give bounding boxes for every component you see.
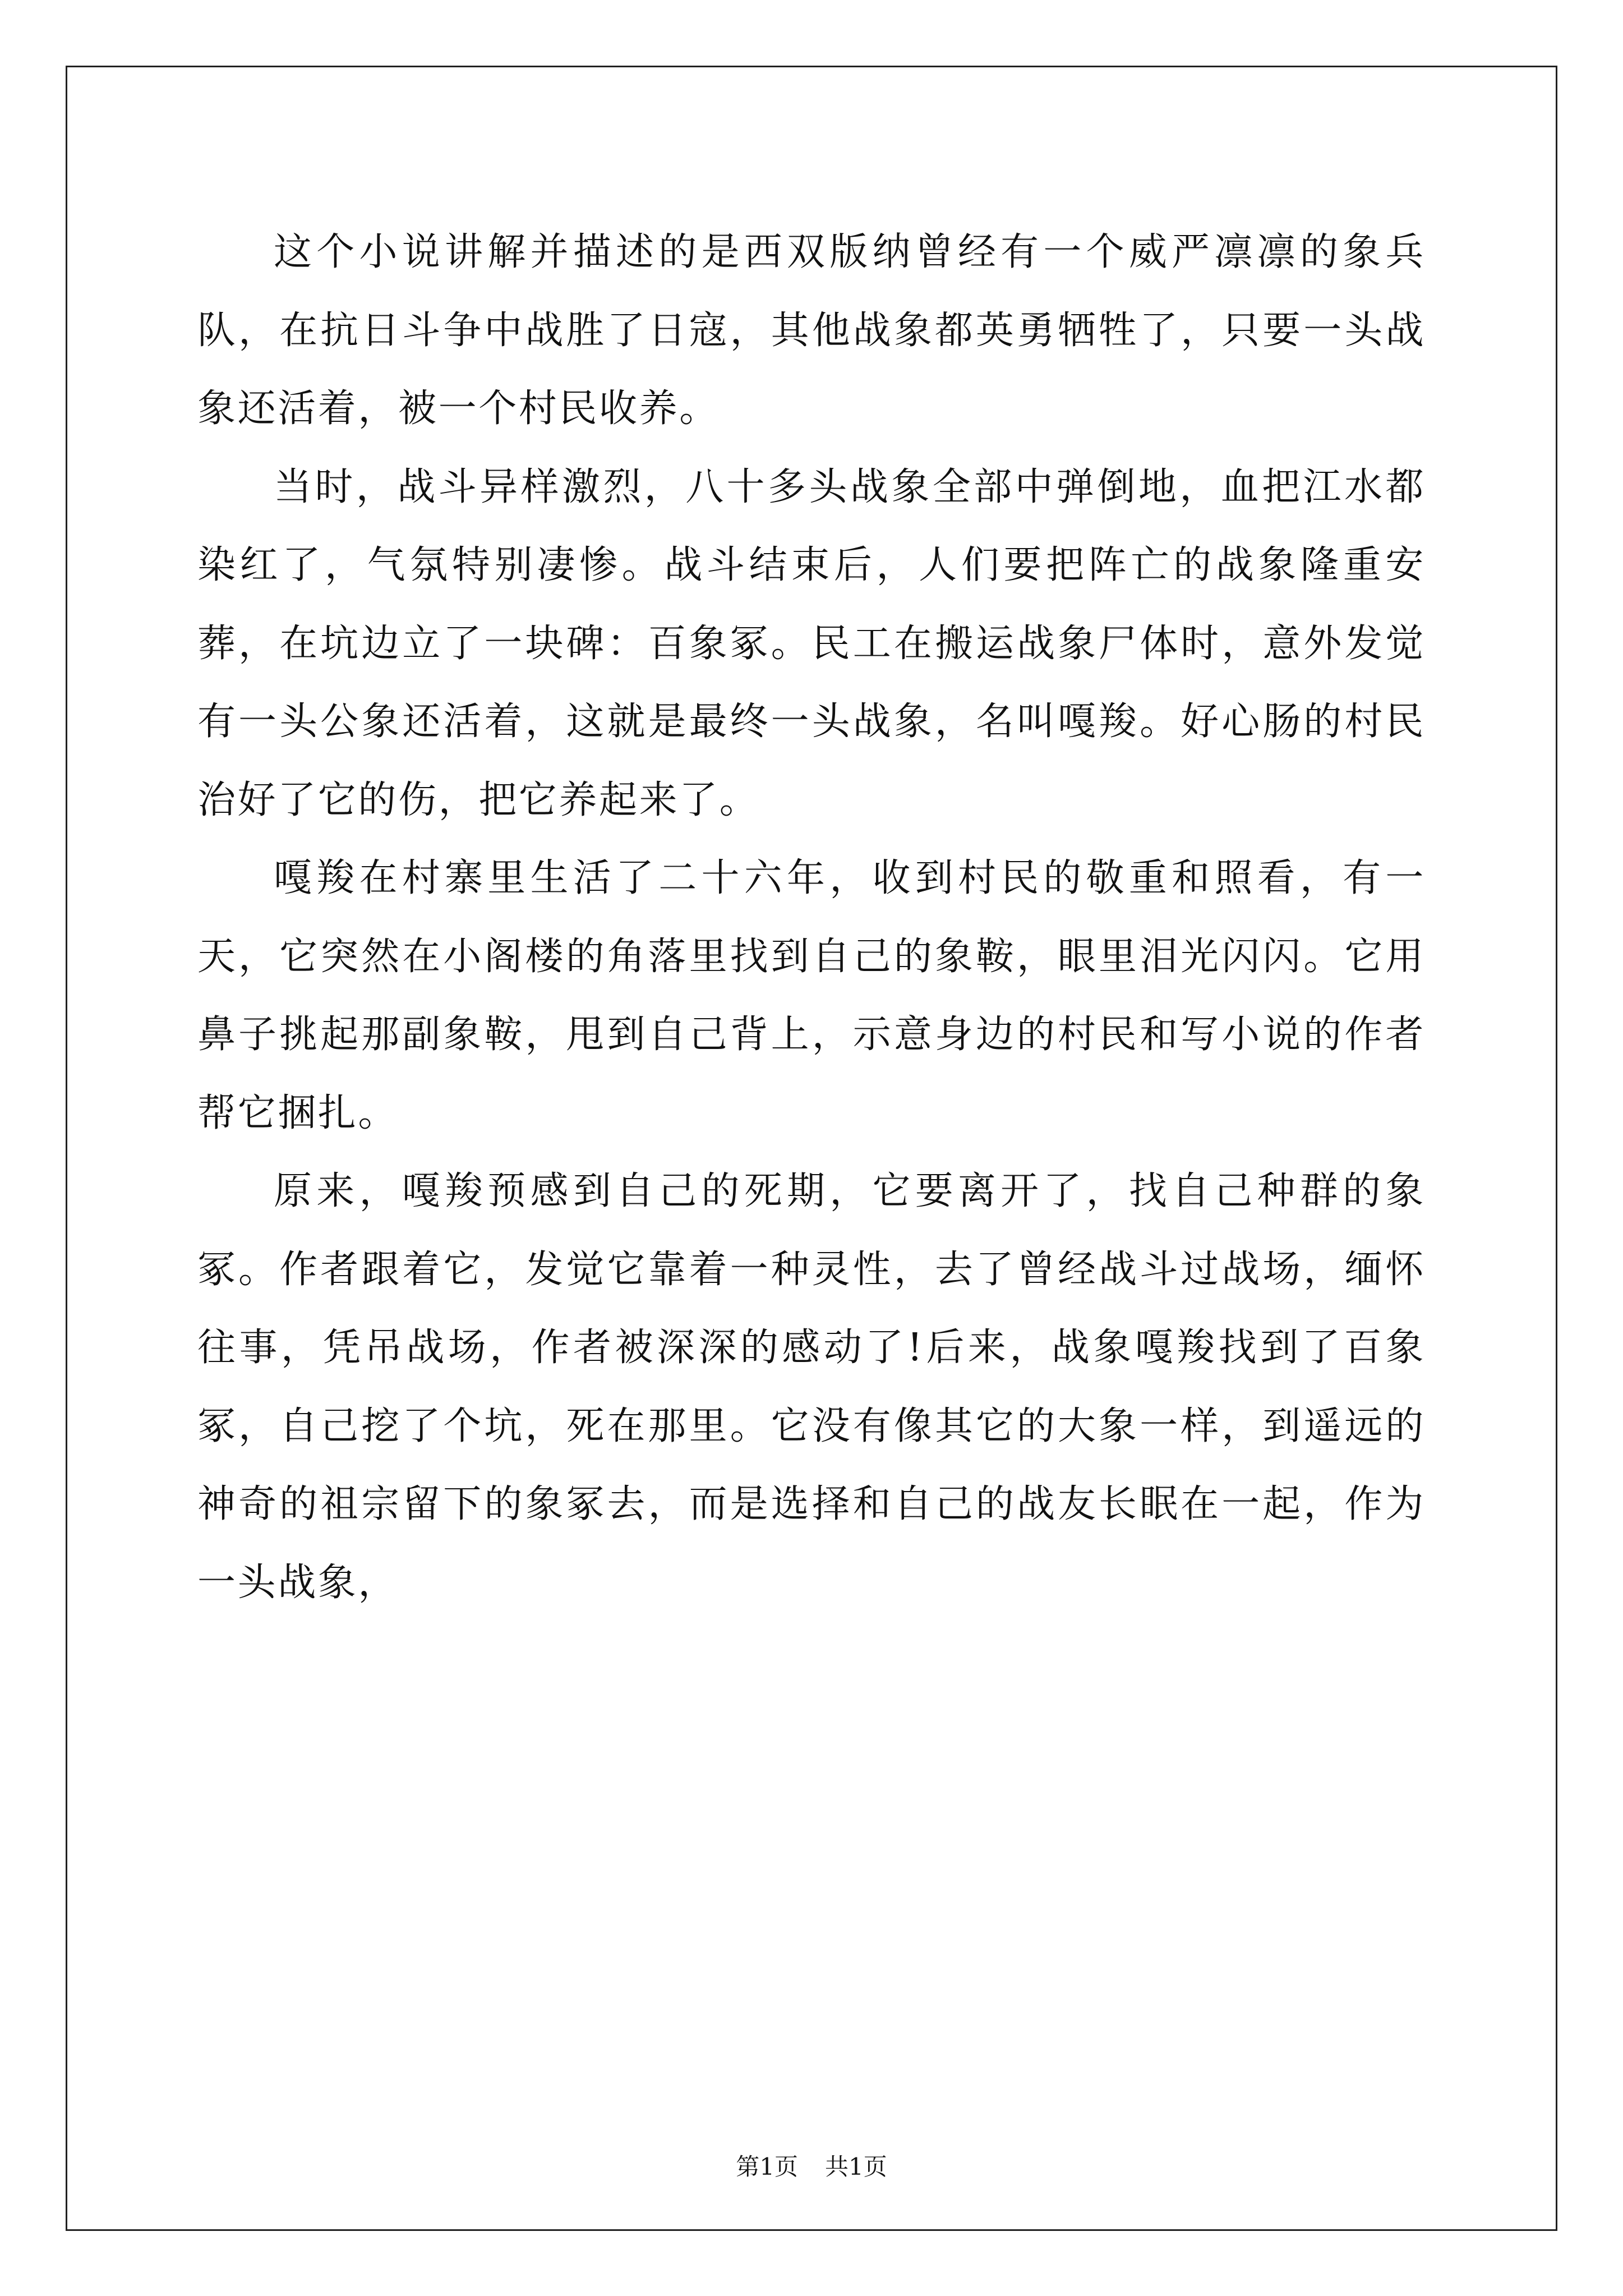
document-body (197, 213, 1426, 1622)
paragraph-3: 嘎羧在村寨里生活了二十六年，收到村民的敬重和照看，有一天，它突然在小阁楼的角落里找到自己的象鞍，眼里泪光闪闪。它用鼻子挑起那副象鞍，甩到自己背上，示意身边的村民和写小说的作者帮它捆扎。 (197, 856, 1426, 1135)
page-total: 共1页 (825, 2153, 887, 2180)
paragraph-2: 当时，战斗异样激烈，八十多头战象全部中弹倒地，血把江水都染红了，气氛特别凄惨。战斗结束后，人们要把阵亡的战象隆重安葬，在坑边立了一块碑：百象冢。民工在搬运战象尸体时，意外发觉有一头公象还活着，这就是最终一头战象，名叫嘎羧。好心肠的村民治好了它的伤，把它养起来了。 (197, 464, 1426, 822)
page-number: 第1页 (736, 2153, 798, 2180)
paragraph-4: 原来，嘎羧预感到自己的死期，它要离开了，找自己种群的象冢。作者跟着它，发觉它靠着一种灵性，去了曾经战斗过战场，缅怀往事，凭吊战场，作者被深深的感动了!后来，战象嘎羧找到了百象冢，自己挖了个坑，死在那里。它没有像其它的大象一样，到遥远的神奇的祖宗留下的象冢去，而是选择和自己的战友长眠在一起，作为一头战象， (197, 1169, 1426, 1605)
paragraph-1: 这个小说讲解并描述的是西双版纳曾经有一个威严凛凛的象兵队，在抗日斗争中战胜了日寇，其他战象都英勇牺牲了，只要一头战象还活着，被一个村民收养。 (197, 230, 1426, 431)
page-footer (0, 2153, 1623, 2181)
